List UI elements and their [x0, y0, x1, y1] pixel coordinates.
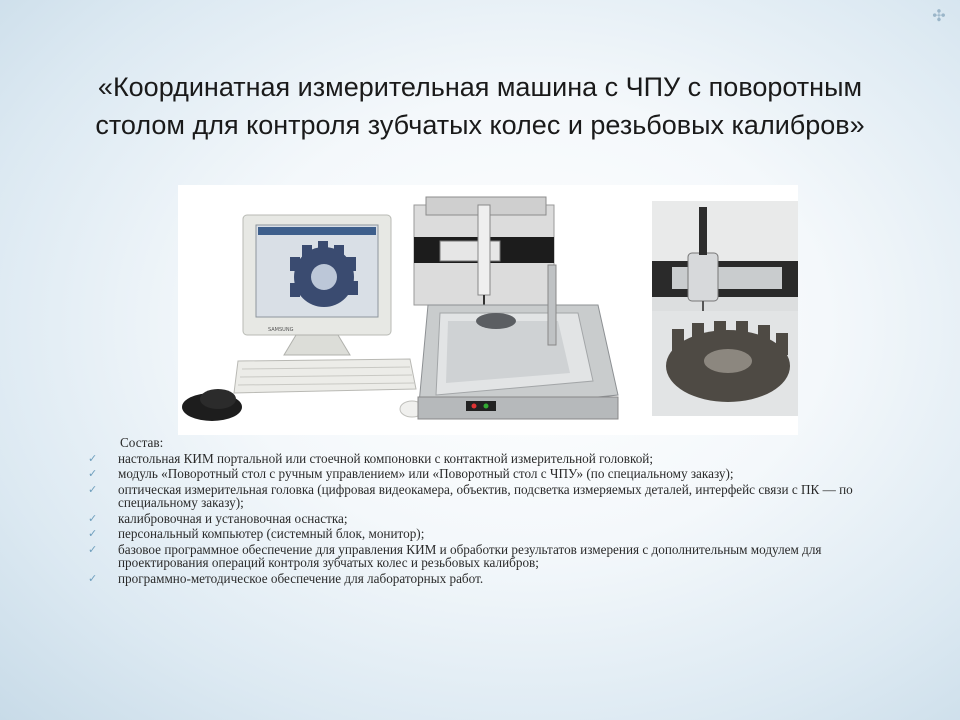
composition-list: [88, 452, 878, 586]
list-item: ✓ оптическая измерительная головка (цифровая видеокамера, объектив, подсветка измеряемых деталей, интерфейс связи с ПК — по специальному заказу);: [88, 481, 853, 510]
list-item: ✓ модуль «Поворотный стол с ручным управлением» или «Поворотный стол с ЧПУ» (по специальному заказу);: [88, 466, 734, 481]
monitor-brand: SAMSUNG: [268, 327, 294, 333]
checkmark-icon: ✓: [88, 542, 98, 556]
list-item: ✓ настольная КИМ портальной или стоечной компоновки с контактной измерительной головкой;: [88, 450, 654, 466]
list-item: ✓ персональный компьютер (системный блок, монитор);: [88, 526, 425, 541]
checkmark-icon: ✓: [88, 571, 98, 585]
computer-monitor-icon: [243, 215, 391, 355]
keyboard-icon: [234, 359, 416, 393]
checkmark-icon: ✓: [88, 467, 98, 480]
corner-decoration-icon: ✣: [932, 8, 946, 25]
list-item: ✓ базовое программное обеспечение для управления КИМ и обработки результатов измерения с дополнительным модулем для проектирования операций контроля зубчатых колес и резьбовых калибров;: [88, 541, 822, 570]
checkmark-icon: ✓: [88, 482, 98, 496]
composition-heading: Состав:: [120, 435, 164, 450]
list-item: ✓ калибровочная и установочная оснастка;: [88, 510, 348, 526]
slide-title: «Координатная измерительная машина с ЧПУ с поворотным столом для контроля зубчатых колес и резьбовых калибров»: [95, 72, 865, 140]
checkmark-icon: ✓: [88, 451, 98, 465]
gear-closeup-photo: [652, 201, 798, 416]
slide-content: [88, 436, 878, 587]
checkmark-icon: ✓: [88, 511, 98, 525]
list-item: ✓ программно-методическое обеспечение для лабораторных работ.: [88, 570, 484, 586]
checkmark-icon: ✓: [88, 527, 98, 540]
